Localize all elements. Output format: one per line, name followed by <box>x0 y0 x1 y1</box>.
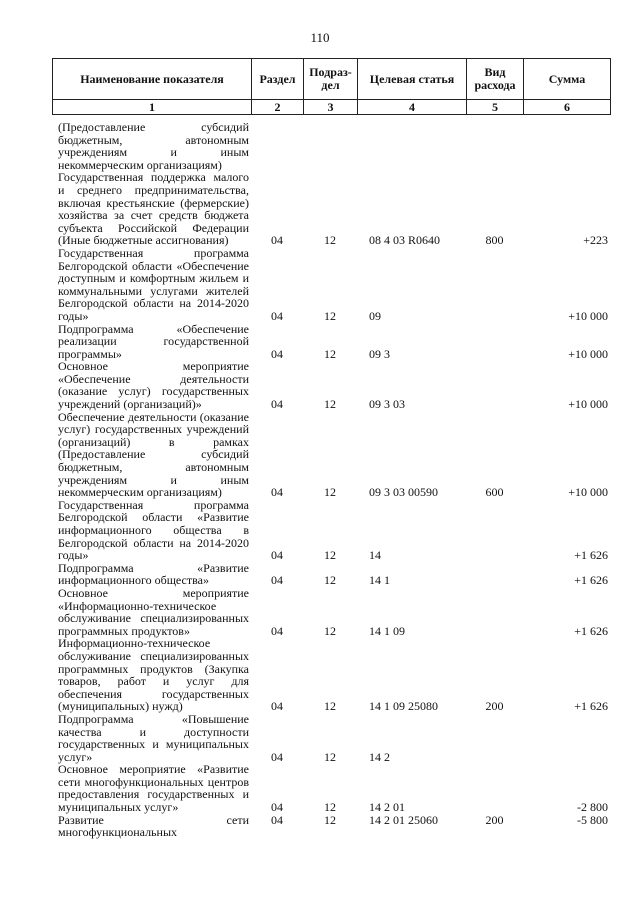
row-vid <box>466 763 523 813</box>
row-name: Государственная поддержка малого и среднего предпринимательства, включая крестьянские (фермерские) хозяйства за счет средств бюджета субъекта Российской Федерации (Иные бюджетные ассигнования) <box>58 170 249 248</box>
table-header <box>52 58 611 115</box>
header-statya: Целевая статья <box>358 59 467 100</box>
row-summa: +1 626 <box>574 573 608 588</box>
row-vid <box>466 323 523 361</box>
row-vid <box>466 247 523 323</box>
row-vid: 800 <box>485 233 504 248</box>
row-razdel: 04 <box>271 346 283 361</box>
row-summa <box>523 713 610 763</box>
table-row <box>52 247 610 323</box>
row-razdel: 04 <box>271 699 283 714</box>
row-podrazdel: 12 <box>324 548 336 563</box>
header-razdel: Раздел <box>252 59 304 100</box>
row-statya: 14 2 01 25060 <box>369 812 438 827</box>
row-vid: 600 <box>485 485 504 500</box>
row-summa: -2 800 <box>577 800 608 815</box>
row-vid <box>466 562 523 587</box>
table-row <box>52 121 610 171</box>
row-name: Подпрограмма «Повышение качества и доступности государственных и муниципальных услуг» <box>58 711 249 764</box>
row-name: Информационно-техническое обслуживание специализированных программных продуктов (Закупка товаров, работ и услуг для обеспечения государственных (муниципальных) нужд) <box>58 636 249 714</box>
header-name: Наименование показателя <box>53 59 252 100</box>
row-vid <box>466 499 523 562</box>
row-statya: 14 1 <box>369 573 390 588</box>
row-name: Основное мероприятие «Обеспечение деятельности (оказание услуг) государственных учреждений (организаций)» <box>58 359 249 412</box>
table-row <box>52 763 610 813</box>
row-podrazdel: 12 <box>324 749 336 764</box>
table-row <box>52 411 610 499</box>
row-podrazdel: 12 <box>324 699 336 714</box>
row-summa: +10 000 <box>568 485 608 500</box>
row-vid: 200 <box>485 699 504 714</box>
row-podrazdel <box>303 121 357 171</box>
row-statya: 09 3 03 <box>369 397 405 412</box>
row-razdel: 04 <box>271 800 283 815</box>
row-podrazdel: 12 <box>324 308 336 323</box>
row-summa <box>523 121 610 171</box>
row-razdel: 04 <box>271 397 283 412</box>
row-vid <box>466 713 523 763</box>
table-row <box>52 587 610 637</box>
row-razdel: 04 <box>271 548 283 563</box>
table-row <box>52 562 610 587</box>
row-name: Основное мероприятие «Информационно-техническое обслуживание специализированных программных продуктов» <box>58 585 249 638</box>
table-row <box>52 360 610 410</box>
row-podrazdel: 12 <box>324 800 336 815</box>
col-number: 2 <box>252 100 304 115</box>
row-summa: +10 000 <box>568 346 608 361</box>
table-row <box>52 499 610 562</box>
row-statya: 14 2 <box>369 749 390 764</box>
col-number: 6 <box>524 100 611 115</box>
row-name: Основное мероприятие «Развитие сети многофункциональных центров предоставления государственных и муниципальных услуг» <box>58 762 249 815</box>
row-vid <box>466 587 523 637</box>
row-name: Подпрограмма «Развитие информационного общества» <box>58 560 249 588</box>
row-statya: 09 3 03 00590 <box>369 485 438 500</box>
row-vid <box>466 360 523 410</box>
row-name: Обеспечение деятельности (оказание услуг) государственных учреждений (организаций) в рамках (Предоставление субсидий бюджетным, автономным учреждениям и иным некоммерческим организациям) <box>58 409 249 500</box>
row-statya: 14 1 09 25080 <box>369 699 438 714</box>
row-podrazdel: 12 <box>324 623 336 638</box>
row-statya: 09 <box>369 308 381 323</box>
row-statya <box>357 121 466 171</box>
row-razdel: 04 <box>271 812 283 827</box>
table-row <box>52 814 610 839</box>
row-statya: 09 3 <box>369 346 390 361</box>
col-number: 1 <box>53 100 252 115</box>
row-razdel: 04 <box>271 749 283 764</box>
row-statya: 08 4 03 R0640 <box>369 233 441 248</box>
table-row <box>52 171 610 247</box>
row-razdel: 04 <box>271 485 283 500</box>
row-summa: +1 626 <box>574 548 608 563</box>
row-name: Подпрограмма «Обеспечение реализации государственной программы» <box>58 321 249 361</box>
header-summa: Сумма <box>524 59 611 100</box>
header-vid: Вид расхода <box>467 59 524 100</box>
row-vid: 200 <box>485 812 504 827</box>
row-podrazdel: 12 <box>324 397 336 412</box>
row-razdel: 04 <box>271 233 283 248</box>
row-statya: 14 1 09 <box>369 623 405 638</box>
table-row <box>52 637 610 713</box>
row-vid <box>466 121 523 171</box>
row-razdel: 04 <box>271 573 283 588</box>
row-razdel: 04 <box>271 623 283 638</box>
row-summa: +1 626 <box>574 623 608 638</box>
page-number: 110 <box>310 30 330 45</box>
table-row <box>52 323 610 361</box>
header-podrazdel: Подраз-дел <box>304 59 358 100</box>
row-razdel <box>251 121 303 171</box>
row-summa: +10 000 <box>568 308 608 323</box>
row-podrazdel: 12 <box>324 812 336 827</box>
row-name: Развитие сети многофункциональных <box>58 812 249 840</box>
row-podrazdel: 12 <box>324 573 336 588</box>
col-number: 4 <box>358 100 467 115</box>
row-podrazdel: 12 <box>324 485 336 500</box>
row-statya: 14 2 01 <box>369 800 405 815</box>
col-number: 3 <box>304 100 358 115</box>
row-summa: +223 <box>583 233 608 248</box>
row-name: Государственная программа Белгородской области «Развитие информационного общества в Белгородской области на 2014-2020 годы» <box>58 497 249 563</box>
row-razdel: 04 <box>271 308 283 323</box>
row-statya: 14 <box>369 548 381 563</box>
row-summa: -5 800 <box>577 812 608 827</box>
row-name: (Предоставление субсидий бюджетным, автономным учреждениям и иным некоммерческим организациям) <box>58 120 249 172</box>
table-row <box>52 713 610 763</box>
row-summa: +1 626 <box>574 699 608 714</box>
row-name: Государственная программа Белгородской области «Обеспечение доступным и комфортным жильем и коммунальными услугами жителей Белгородской области на 2014-2020 годы» <box>58 245 249 323</box>
budget-table <box>52 121 610 839</box>
col-number: 5 <box>467 100 524 115</box>
row-summa: +10 000 <box>568 397 608 412</box>
row-podrazdel: 12 <box>324 233 336 248</box>
row-podrazdel: 12 <box>324 346 336 361</box>
